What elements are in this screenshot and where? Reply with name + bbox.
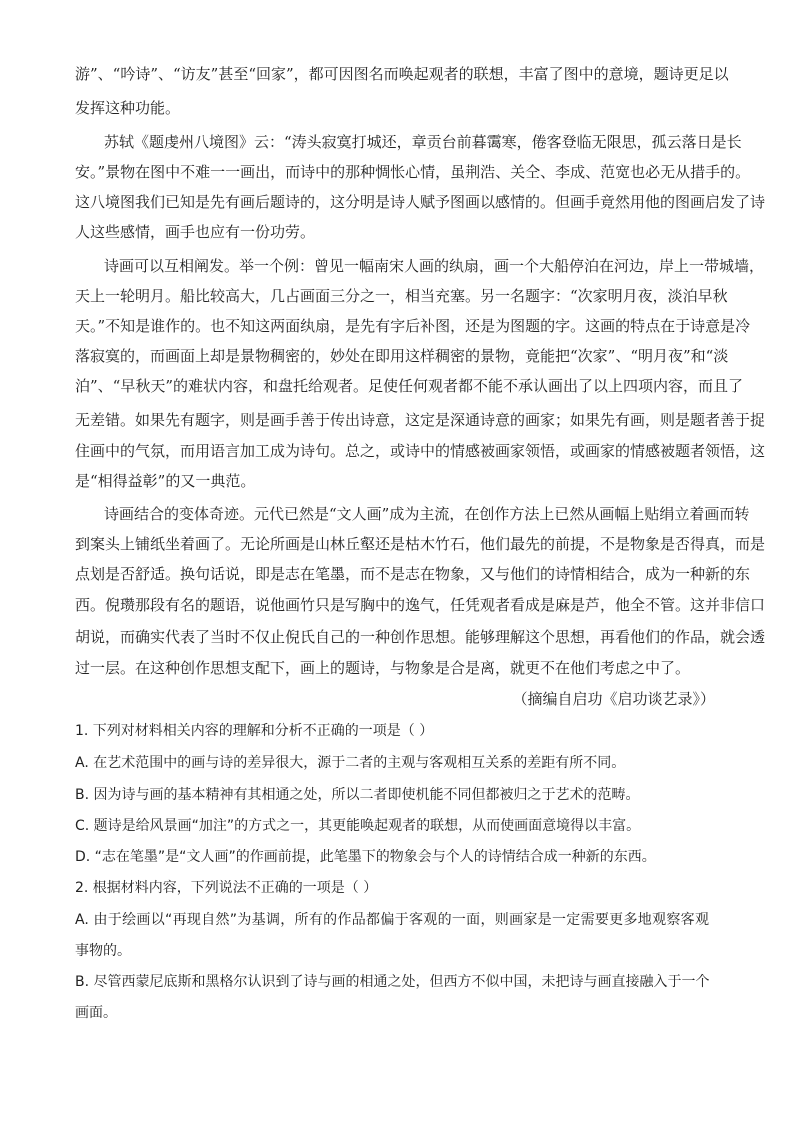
question-stem: 2. 根据材料内容，下列说法不正确的一项是（ ） [75, 880, 378, 896]
answer-option-continuation: 事物的。 [75, 943, 131, 959]
article-line: 泊”、“早秋天”的难状内容，和盘托给观者。足使任何观者都不能不承认画出了以上四项内容，而且了 [75, 377, 744, 395]
answer-option: A. 在艺术范围中的画与诗的差异很大，源于二者的主观与客观相互关系的差距有所不同。 [75, 755, 626, 771]
answer-option: B. 因为诗与画的基本精神有其相通之处，所以二者即使机能不同但都被归之于艺术的范畴。 [75, 787, 640, 803]
answer-option-continuation: 画面。 [75, 1005, 117, 1021]
answer-option: B. 尽管西蒙尼底斯和黑格尔认识到了诗与画的相通之处，但西方不似中国，未把诗与画直接融入于一个 [75, 974, 710, 990]
answer-option: D. “志在笔墨”是“文人画”的作画前提，此笔墨下的物象会与个人的诗情结合成一种新的东西。 [75, 849, 656, 865]
answer-option: A. 由于绘画以“再现自然”为基调，所有的作品都偏于客观的一面，则画家是一定需要更多地观察客观 [75, 912, 709, 928]
article-line: 西。倪瓒那段有名的题语，说他画竹只是写胸中的逸气，任凭观者看成是麻是芦，他全不管。这并非信口 [75, 596, 766, 614]
article-line: 是“相得益彰”的又一典范。 [75, 472, 256, 490]
article-line: 发挥这种功能。 [75, 99, 181, 117]
article-line: 天。”不知是谁作的。也不知这两面纨扇，是先有字后补图，还是为图题的字。这画的特点在于诗意是冷 [75, 317, 751, 335]
article-line: 安。”景物在图中不难一一画出，而诗中的那种惆怅心情，虽荆浩、关仝、李成、范宽也必无从措手的。 [75, 163, 751, 181]
article-source: （摘编自启功《启功谈艺录》） [512, 690, 715, 708]
article-line: 诗画结合的变体奇迹。元代已然是“文人画”成为主流，在创作方法上已然从画幅上贴绢立着画而转 [104, 505, 750, 523]
article-line: 这八境图我们已知是先有画后题诗的，这分明是诗人赋予图画以感情的。但画手竟然用他的图画启发了诗 [75, 193, 766, 211]
article-line: 住画中的气氛，而用语言加工成为诗句。总之，或诗中的情感被画家领悟，或画家的情感被题者领悟，这 [75, 442, 766, 460]
article-line: 诗画可以互相阐发。举一个例：曾见一幅南宋人画的纨扇，画一个大船停泊在河边，岸上一带城墙， [104, 257, 765, 275]
answer-option: C. 题诗是给风景画“加注”的方式之一，其更能唤起观者的联想，从而使画面意境得以丰富。 [75, 818, 641, 834]
article-line: 过一层。在这种创作思想支配下，画上的题诗，与物象是合是离，就更不在他们考虑之中了。 [75, 659, 691, 677]
article-line: 苏轼《题虔州八境图》云：“涛头寂寞打城还，章贡台前暮霭寒，倦客登临无限思，孤云落日是长 [104, 133, 742, 151]
article-line: 天上一轮明月。船比较高大，几占画面三分之一，相当充塞。另一名题字：“次家明月夜，淡泊早秋 [75, 287, 728, 305]
article-line: 人这些感情，画手也应有一份功劳。 [75, 223, 316, 241]
question-stem: 1. 下列对材料相关内容的理解和分析不正确的一项是（ ） [75, 723, 434, 739]
article-line: 到案头上铺纸坐着画了。无论所画是山林丘壑还是枯木竹石，他们最先的前提，不是物象是否得真，而是 [75, 535, 766, 553]
article-line: 点划是否舒适。换句话说，即是志在笔墨，而不是志在物象，又与他们的诗情相结合，成为一种新的东 [75, 565, 751, 583]
article-line: 落寂寞的，而画面上却是景物稠密的，妙处在即用这样稠密的景物，竟能把“次家”、“明月夜”和“淡 [75, 347, 729, 365]
article-line: 胡说，而确实代表了当时不仅止倪氏自己的一种创作思想。能够理解这个思想，再看他们的作品，就会透 [75, 628, 766, 646]
article-line: 游”、“吟诗”、“访友”甚至“回家”，都可因图名而唤起观者的联想，丰富了图中的意境，题诗更足以 [75, 65, 729, 83]
article-line: 无差错。如果先有题字，则是画手善于传出诗意，这定是深通诗意的画家；如果先有画，则是题者善于捉 [75, 411, 766, 429]
